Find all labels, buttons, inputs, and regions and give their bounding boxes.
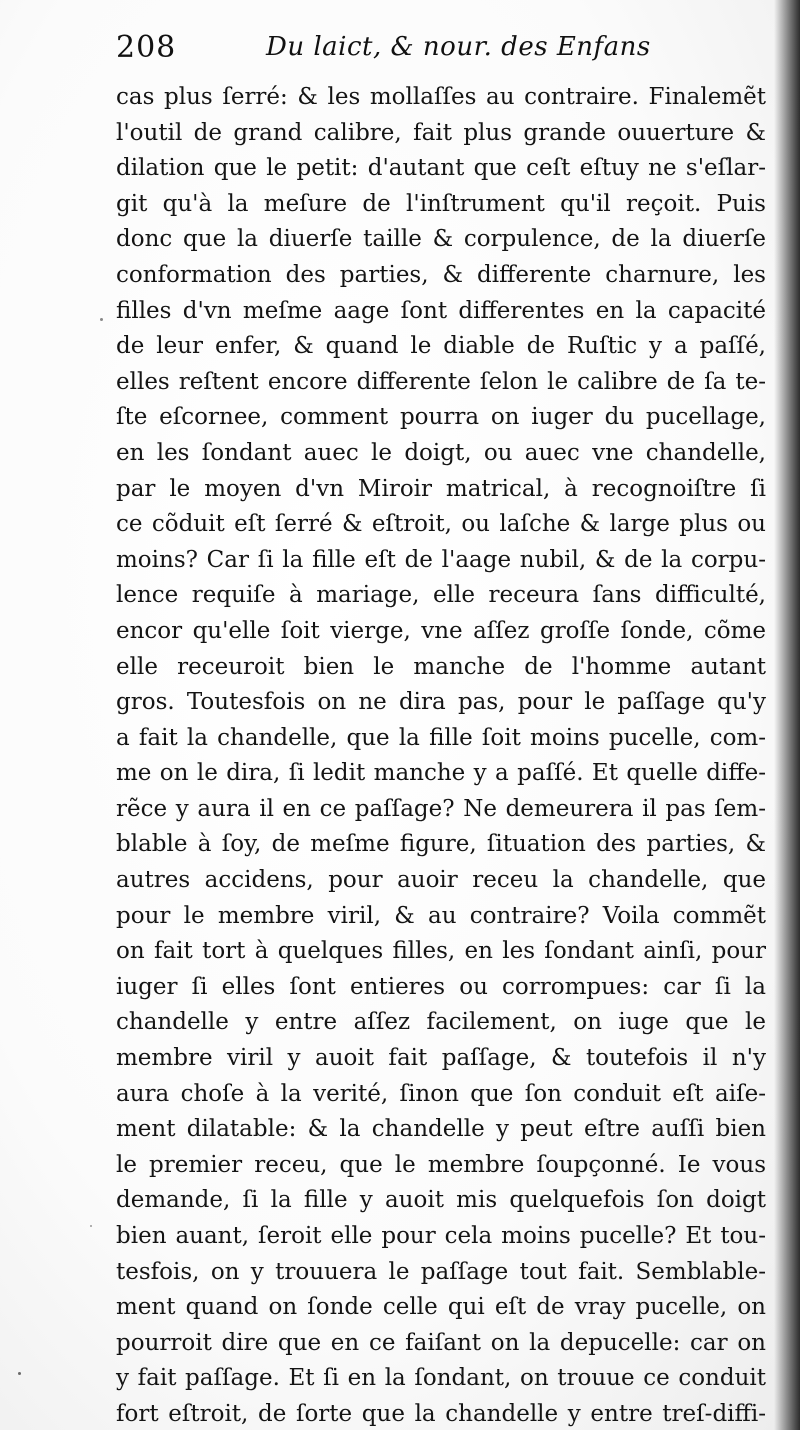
text-line: on fait tort à quelques filles, en les ſondant ainſi, pour (116, 938, 766, 965)
text-line: pour le membre viril, & au contraire? Voila commẽt (116, 902, 766, 929)
text-line: autres accidens, pour auoir receu la chandelle, que (116, 867, 766, 894)
text-line: le premier receu, que le membre ſoupçonné. Ie vous (116, 1151, 766, 1178)
text-line: conformation des parties, & differente charnure, les (116, 261, 766, 288)
text-line: tesfois, on y trouuera le paſſage tout fait. Semblable- (116, 1258, 766, 1285)
text-line: demande, ſi la fille y auoit mis quelquefois ſon doigt (116, 1187, 766, 1214)
text-line: ment dilatable: & la chandelle y peut eſtre auſſi bien (116, 1116, 766, 1143)
text-line: l'outil de grand calibre, fait plus grande ouuerture & (116, 119, 766, 146)
text-line: y fait paſſage. Et ſi en la ſondant, on trouue ce conduit (116, 1365, 766, 1392)
text-line: git qu'à la meſure de l'inſtrument qu'il reçoit. Puis (116, 190, 766, 217)
page-gutter-shadow (774, 0, 800, 1430)
text-line: lence requiſe à mariage, elle receura ſans difficulté, (116, 582, 766, 609)
text-line: ſte eſcornee, comment pourra on iuger du pucellage, (116, 404, 766, 431)
text-line: dilation que le petit: d'autant que ceſt eſtuy ne s'eſlar- (116, 155, 766, 182)
text-line: fort eſtroit, de ſorte que la chandelle y entre treſ-diffi- (116, 1400, 766, 1427)
text-line: filles d'vn meſme aage ſont differentes en la capacité (116, 297, 766, 324)
text-line: en les ſondant auec le doigt, ou auec vne chandelle, (116, 439, 766, 466)
text-line: elle receuroit bien le manche de l'homme autant (116, 653, 766, 680)
ink-speck (90, 1225, 92, 1227)
text-line: pourroit dire que en ce faiſant on la depucelle: car on (116, 1329, 766, 1356)
text-line: cas plus ſerré: & les mollaſſes au contraire. Finalemẽt (116, 84, 766, 110)
text-line: donc que la diuerſe taille & corpulence, de la diuerſe (116, 226, 766, 253)
text-line: rẽce y aura il en ce paſſage? Ne demeurera il pas ſem- (116, 795, 766, 822)
text-line: me on le dira, ſi ledit manche y a paſſé. Et quelle diffe- (116, 760, 766, 787)
ink-speck (18, 1372, 21, 1375)
text-line: a fait la chandelle, que la fille ſoit moins pucelle, com- (116, 724, 766, 751)
text-line: moins? Car ſi la fille eſt de l'aage nubil, & de la corpu- (116, 546, 766, 573)
text-line: elles reſtent encore differente ſelon le calibre de ſa te- (116, 368, 766, 395)
text-line: encor qu'elle ſoit vierge, vne aſſez groſſe ſonde, cõme (116, 617, 766, 644)
text-line: blable à ſoy, de meſme figure, ſituation des parties, & (116, 831, 766, 858)
page-number: 208 (116, 30, 177, 65)
text-line: par le moyen d'vn Miroir matrical, à recognoiſtre ſi (116, 475, 766, 502)
text-line: ce cõduit eſt ſerré & eſtroit, ou laſche & large plus ou (116, 511, 766, 538)
ink-speck (100, 318, 103, 321)
text-line: iuger ſi elles ſont entieres ou corrompues: car ſi la (116, 973, 766, 1000)
running-title: Du laict, & nour. des Enfans (266, 32, 651, 62)
body-text (116, 80, 766, 1430)
text-line: bien auant, ſeroit elle pour cela moins pucelle? Et tou- (116, 1223, 766, 1249)
text-line: membre viril y auoit fait paſſage, & toutefois il n'y (116, 1045, 766, 1072)
text-line: de leur enfer, & quand le diable de Ruſtic y a paſſé, (116, 333, 766, 360)
text-line: chandelle y entre aſſez facilement, on iuge que le (116, 1009, 766, 1036)
page-header (116, 30, 756, 78)
text-line: gros. Toutesfois on ne dira pas, pour le paſſage qu'y (116, 689, 766, 716)
text-line: ment quand on ſonde celle qui eſt de vray pucelle, on (116, 1294, 766, 1321)
text-line: aura choſe à la verité, ſinon que ſon conduit eſt aiſe- (116, 1080, 766, 1107)
